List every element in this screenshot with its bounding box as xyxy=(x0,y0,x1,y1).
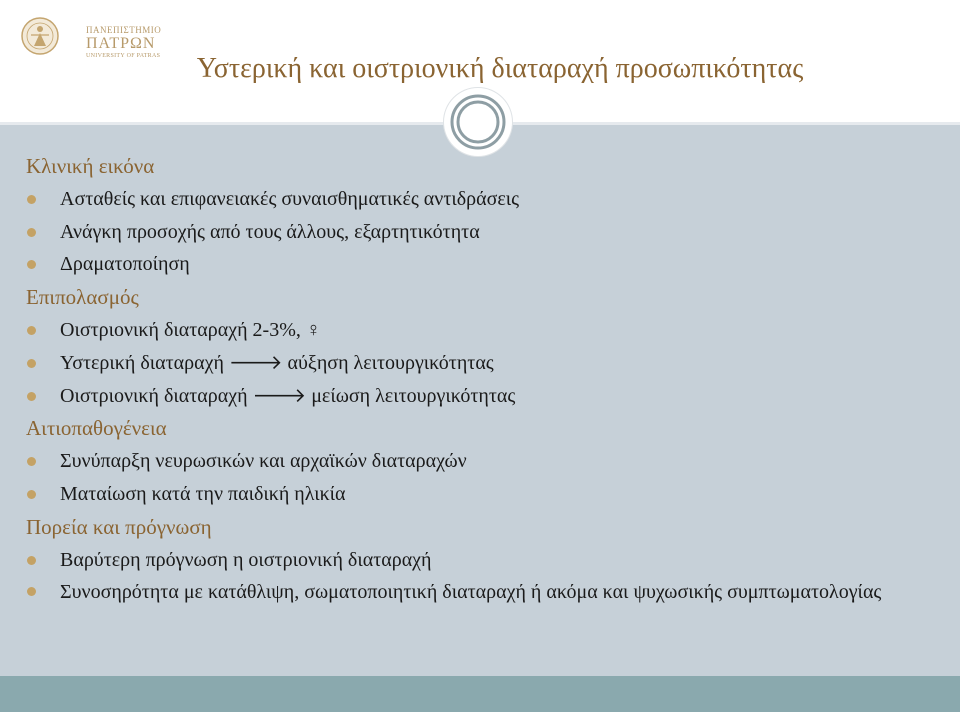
ring-icon xyxy=(444,88,512,156)
logo-line-2: ΠΑΤΡΩΝ xyxy=(86,35,156,52)
bullet-dot-icon xyxy=(27,392,36,401)
section-heading-etiopathogenesis: Αιτιοπαθογένεια xyxy=(26,416,167,441)
bullet-item xyxy=(26,544,926,577)
university-seal-icon xyxy=(20,16,60,56)
bullet-item xyxy=(26,380,926,413)
bullet-text: Συνύπαρξη νευρωσικών και αρχαϊκών διαταραχών xyxy=(60,450,467,473)
bullet-dot-icon xyxy=(27,490,36,499)
bullet-dot-icon xyxy=(27,556,36,565)
section-heading-prevalence: Επιπολασμός xyxy=(26,285,139,310)
section-heading-clinical: Κλινική εικόνα xyxy=(26,154,155,178)
bullet-text: Υστερική διαταραχή 🡒 αύξηση λειτουργικότητας xyxy=(60,351,494,374)
section-heading-prognosis: Πορεία και πρόγνωση xyxy=(26,514,212,539)
bullet-dot-icon xyxy=(27,359,36,368)
bullet-dot-icon xyxy=(27,260,36,269)
footer-bar xyxy=(0,676,960,712)
bullet-text: Συνοσηρότητα με κατάθλιψη, σωματοποιητική διαταραχή ή ακόμα και ψυχωσικής συμπτωματολογίας xyxy=(60,581,882,604)
bullet-dot-icon xyxy=(27,457,36,466)
bullet-item xyxy=(26,183,926,216)
bullet-text: Δραματοποίηση xyxy=(60,253,190,276)
bullet-item xyxy=(26,445,926,478)
bullet-dot-icon xyxy=(27,587,36,596)
bullet-text: Ανάγκη προσοχής από τους άλλους, εξαρτητικότητα xyxy=(60,220,480,243)
bullet-text: Ασταθείς και επιφανειακές συναισθηματικές αντιδράσεις xyxy=(60,187,520,210)
bullet-item xyxy=(26,216,926,249)
bullet-dot-icon xyxy=(27,195,36,204)
slide-title: Υστερική και οιστριονική διαταραχή προσωπικότητας xyxy=(196,53,804,84)
slide-body xyxy=(26,150,926,605)
bullet-text: Βαρύτερη πρόγνωση η οιστριονική διαταραχή xyxy=(60,548,432,571)
bullet-item xyxy=(26,478,926,511)
bullet-dot-icon xyxy=(27,228,36,237)
bullet-item xyxy=(26,248,926,281)
decorative-circle xyxy=(444,88,512,156)
bullet-dot-icon xyxy=(27,326,36,335)
bullet-text: Ματαίωση κατά την παιδική ηλικία xyxy=(60,482,346,505)
bullet-item xyxy=(26,314,926,347)
bullet-text: Οιστριονική διαταραχή 🡒 μείωση λειτουργικότητας xyxy=(60,384,516,407)
bullet-item xyxy=(26,576,926,605)
bullet-text: Οιστριονική διαταραχή 2-3%, ♀ xyxy=(60,318,321,341)
bullet-item xyxy=(26,347,926,380)
logo-line-3: UNIVERSITY OF PATRAS xyxy=(86,53,161,59)
logo-line-1: ΠΑΝΕΠΙΣΤΗΜΙΟ xyxy=(86,25,162,35)
